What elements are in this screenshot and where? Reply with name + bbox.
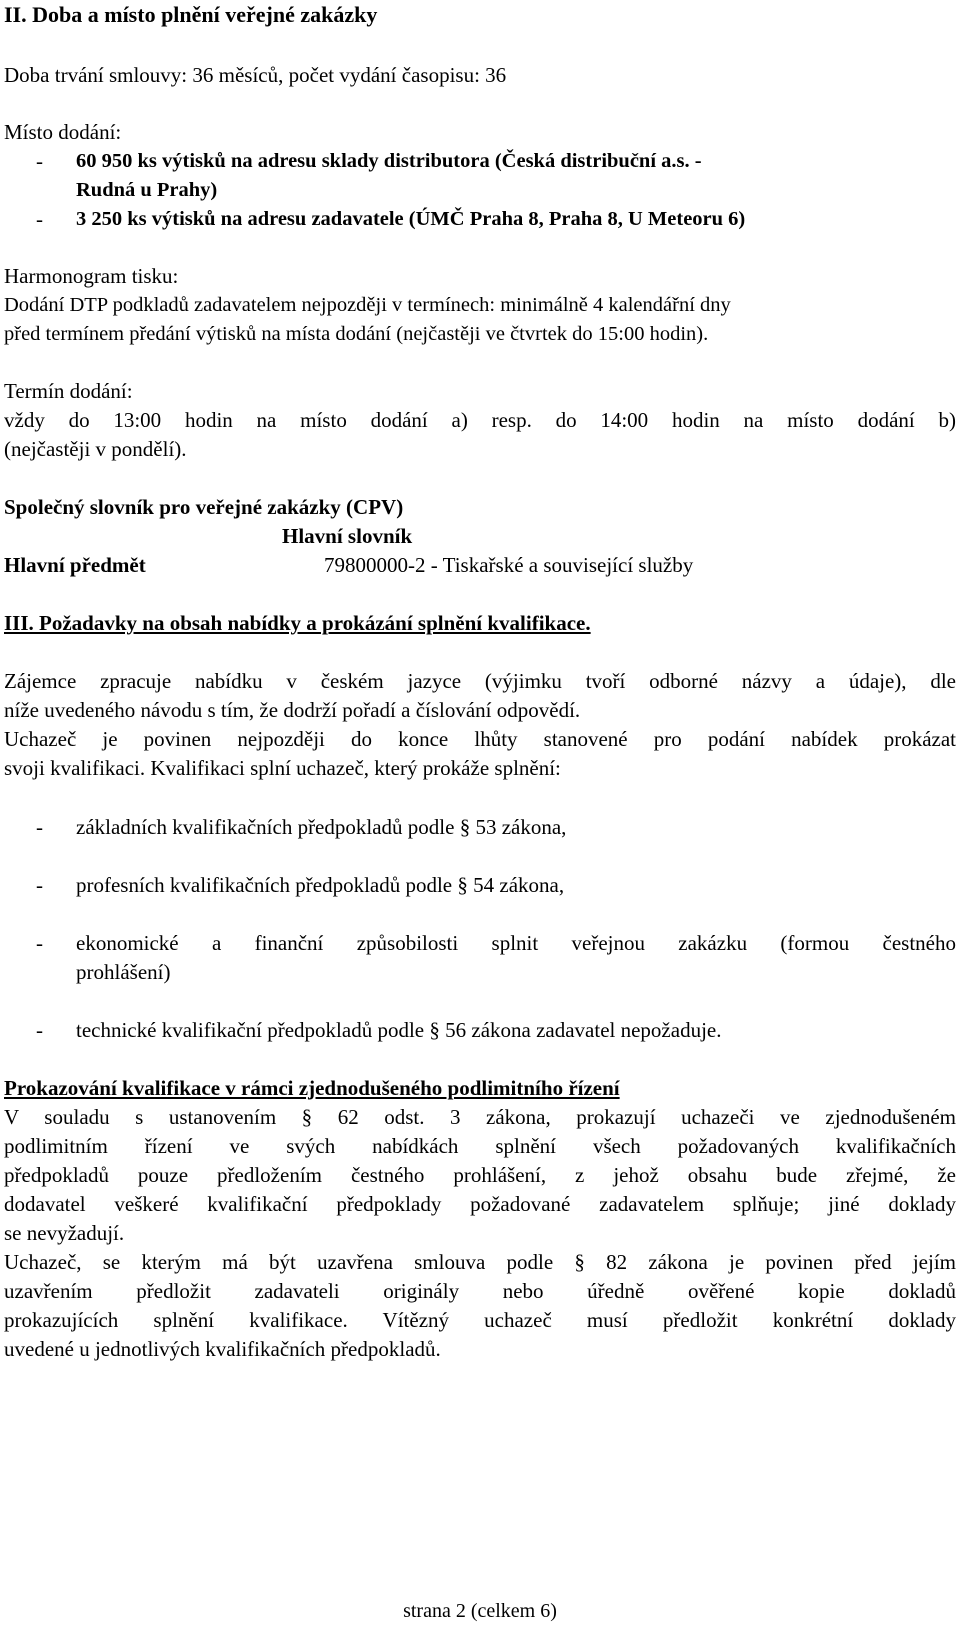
place-label: Místo dodání:: [4, 120, 122, 144]
cpv-main-dictionary: Hlavní slovník: [282, 524, 413, 548]
cpv-subject-label: Hlavní předmět: [4, 553, 146, 577]
list-dash: -: [36, 873, 43, 897]
schedule-line-1: Dodání DTP podkladů zadavatelem nejpozději v termínech: minimálně 4 kalendářní dny: [4, 294, 731, 316]
contract-duration: Doba trvání smlouvy: 36 měsíců, počet vydání časopisu: 36: [4, 63, 507, 87]
paragraph-1-line-2: podlimitním řízení ve svých nabídkách splnění všech požadovaných kvalifikačních: [4, 1134, 956, 1158]
qualification-item-economic-line2: prohlášení): [76, 960, 171, 984]
delivery-line-2: (nejčastěji v pondělí).: [4, 437, 187, 461]
list-dash: -: [36, 149, 43, 173]
delivery-label: Termín dodání:: [4, 379, 133, 403]
paragraph-1-line-3: předpokladů pouze předložením čestného prohlášení, z jehož obsahu bude zřejmé, že: [4, 1163, 956, 1187]
applicant-line-2: svoji kvalifikaci. Kvalifikaci splní uchazeč, který prokáže splnění:: [4, 756, 561, 780]
paragraph-1-line-4: dodavatel veškeré kvalifikační předpoklady požadované zadavatelem splňuje; jiné doklady: [4, 1192, 956, 1216]
qualification-item-basic: základních kvalifikačních předpokladů podle § 53 zákona,: [76, 815, 567, 839]
page-number: strana 2 (celkem 6): [403, 1600, 557, 1622]
cpv-title: Společný slovník pro veřejné zakázky (CPV): [4, 495, 404, 519]
cpv-subject-value: 79800000-2 - Tiskařské a související služby: [324, 553, 694, 577]
intro-line-2: níže uvedeného návodu s tím, že dodrží pořadí a číslování odpovědí.: [4, 698, 581, 722]
list-dash: -: [36, 1018, 43, 1042]
paragraph-1-line-1: V souladu s ustanovením § 62 odst. 3 zákona, prokazují uchazeči ve zjednodušeném: [4, 1105, 956, 1129]
qualification-item-technical: technické kvalifikační předpokladů podle § 56 zákona zadavatel nepožaduje.: [76, 1018, 722, 1042]
applicant-line-1: Uchazeč je povinen nejpozději do konce lhůty stanovené pro podání nabídek prokázat: [4, 727, 956, 751]
delivery-line-1: vždy do 13:00 hodin na místo dodání a) resp. do 14:00 hodin na místo dodání b): [4, 408, 956, 432]
list-dash: -: [36, 931, 43, 955]
schedule-label: Harmonogram tisku:: [4, 264, 179, 288]
paragraph-1-line-5: se nevyžadují.: [4, 1221, 125, 1245]
paragraph-2-line-4: uvedené u jednotlivých kvalifikačních předpokladů.: [4, 1337, 441, 1361]
intro-line-1: Zájemce zpracuje nabídku v českém jazyce (výjimku tvoří odborné názvy a údaje), dle: [4, 669, 956, 693]
simplified-procedure-heading: Prokazování kvalifikace v rámci zjednodušeného podlimitního řízení: [4, 1076, 620, 1100]
paragraph-2-line-1: Uchazeč, se kterým má být uzavřena smlouva podle § 82 zákona je povinen před jejím: [4, 1250, 956, 1274]
place-item-2-line1: 3 250 ks výtisků na adresu zadavatele (ÚMČ Praha 8, Praha 8, U Meteoru 6): [76, 208, 746, 230]
schedule-line-2: před termínem předání výtisků na místa dodání (nejčastěji ve čtvrtek do 15:00 hodin).: [4, 323, 709, 345]
paragraph-2-line-2: uzavřením předložit zadavateli originály nebo úředně ověřené kopie dokladů: [4, 1279, 956, 1303]
list-dash: -: [36, 207, 43, 231]
section-3-heading: III. Požadavky na obsah nabídky a prokázání splnění kvalifikace.: [4, 611, 591, 635]
section-2-heading: II. Doba a místo plnění veřejné zakázky: [4, 2, 378, 27]
qualification-item-professional: profesních kvalifikačních předpokladů podle § 54 zákona,: [76, 873, 565, 897]
place-item-1-line2: Rudná u Prahy): [76, 179, 218, 201]
qualification-item-economic-line1: ekonomické a finanční způsobilosti splnit veřejnou zakázku (formou čestného: [76, 931, 956, 955]
place-item-1-line1: 60 950 ks výtisků na adresu sklady distributora (Česká distribuční a.s. -: [76, 150, 702, 172]
list-dash: -: [36, 815, 43, 839]
paragraph-2-line-3: prokazujících splnění kvalifikace. Vítězný uchazeč musí předložit konkrétní doklady: [4, 1308, 956, 1332]
